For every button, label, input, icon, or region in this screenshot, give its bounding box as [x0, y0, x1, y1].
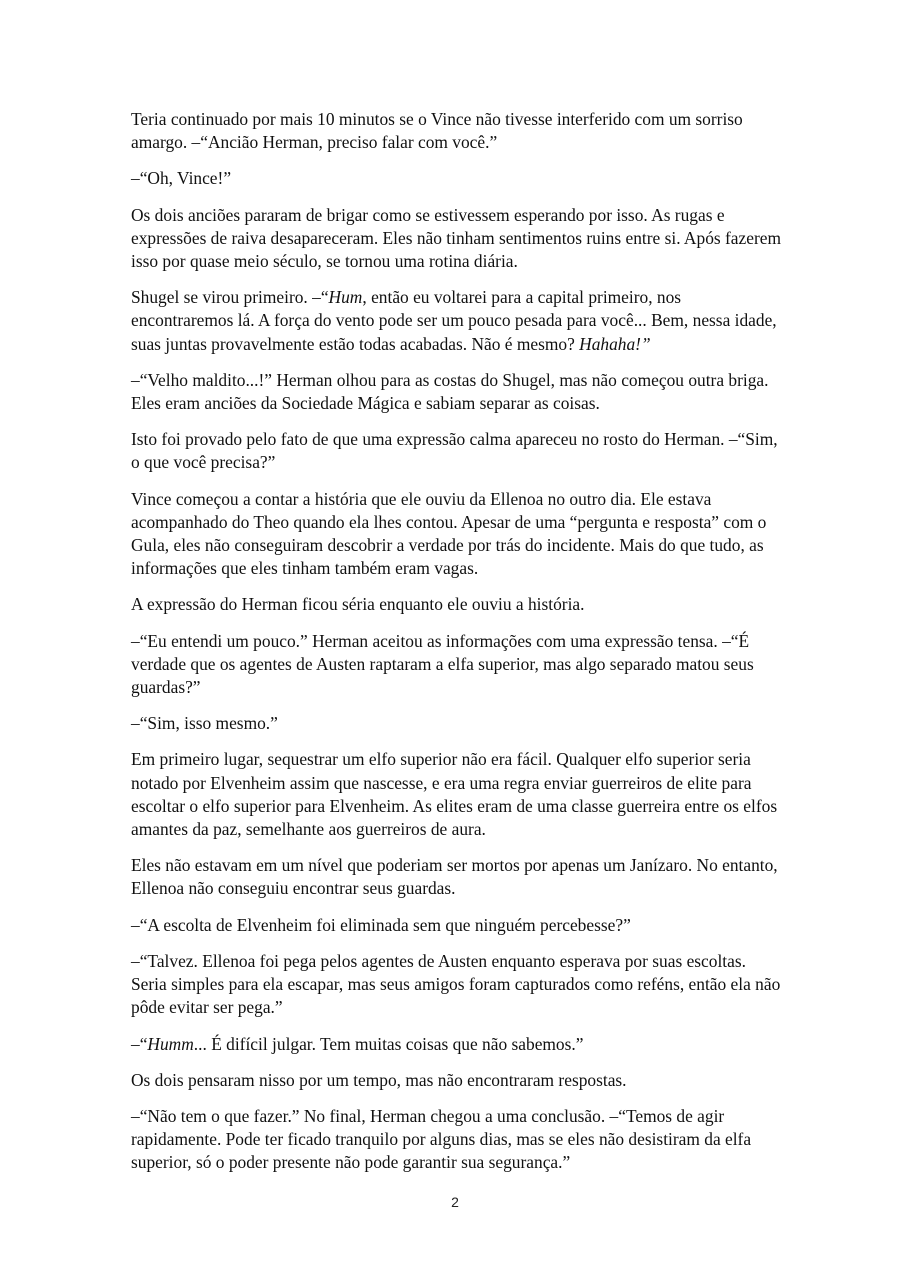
text-run: ... É difícil julgar. Tem muitas coisas que não sabemos.”	[193, 1033, 584, 1054]
page-body	[131, 108, 781, 1188]
text-run: , então eu voltarei para a capital primeiro, nos encontraremos lá. A força do vento pode ser um pouco pesada para você... Bem, nessa idade, suas juntas provavelmente estão todas acabadas. Não é mesmo?	[131, 287, 777, 354]
text-run: –“	[131, 1033, 148, 1054]
paragraph	[131, 108, 781, 154]
text-run: Vince começou a contar a história que ele ouviu da Ellenoa no outro dia. Ele estava acompanhado do Theo quando ela lhes contou. Apesar de uma “pergunta e resposta” com o Gula, eles não conseguiram descobrir a verdade por trás do incidente. Mais do que tudo, as informações que eles tinham também eram vagas.	[131, 488, 767, 579]
text-run: Os dois pensaram nisso por um tempo, mas não encontraram respostas.	[131, 1069, 627, 1090]
text-run: A expressão do Herman ficou séria enquanto ele ouviu a história.	[131, 594, 585, 615]
text-run: –“Eu entendi um pouco.” Herman aceitou as informações com uma expressão tensa. –“É verdade que os agentes de Austen raptaram a elfa superior, mas algo separado matou seus guardas?”	[131, 630, 754, 698]
paragraph	[131, 488, 781, 581]
paragraph	[131, 914, 781, 937]
text-run: –“Não tem o que fazer.” No final, Herman chegou a uma conclusão. –“Temos de agir rapidamente. Pode ter ficado tranquilo por alguns dias, mas se eles não desistiram da elfa superior, só o poder presente não pode garantir sua segurança.”	[131, 1105, 752, 1173]
text-run: –“Sim, isso mesmo.”	[131, 713, 278, 734]
paragraph	[131, 1069, 781, 1092]
paragraph	[131, 712, 781, 735]
paragraph	[131, 950, 781, 1020]
paragraph	[131, 369, 781, 415]
paragraph	[131, 1033, 781, 1056]
text-run: Isto foi provado pelo fato de que uma expressão calma apareceu no rosto do Herman. –“Sim, o que você precisa?”	[131, 429, 778, 473]
italic-text: Hahaha!”	[579, 333, 651, 354]
paragraph	[131, 593, 781, 616]
paragraph	[131, 286, 781, 356]
paragraph	[131, 748, 781, 841]
text-run: Em primeiro lugar, sequestrar um elfo superior não era fácil. Qualquer elfo superior seria notado por Elvenheim assim que nascesse, e era uma regra enviar guerreiros de elite para escoltar o elfo superior para Elvenheim. As elites eram de uma classe guerreira entre os elfos amantes da paz, semelhante aos guerreiros de aura.	[131, 749, 778, 840]
paragraph	[131, 630, 781, 700]
italic-text: Hum	[328, 287, 363, 308]
paragraph	[131, 204, 781, 274]
paragraph	[131, 854, 781, 900]
text-run: Eles não estavam em um nível que poderiam ser mortos por apenas um Janízaro. No entanto, Ellenoa não conseguiu encontrar seus guardas.	[131, 855, 778, 899]
text-run: Shugel se virou primeiro. –“	[131, 287, 329, 308]
paragraph	[131, 428, 781, 474]
paragraph	[131, 1105, 781, 1175]
text-run: –“Oh, Vince!”	[131, 168, 232, 189]
page-number: 2	[451, 1194, 459, 1210]
text-run: Os dois anciões pararam de brigar como se estivessem esperando por isso. As rugas e expressões de raiva desapareceram. Eles não tinham sentimentos ruins entre si. Após fazerem isso por quase meio século, se tornou uma rotina diária.	[131, 204, 781, 272]
paragraph	[131, 167, 781, 190]
text-run: –“A escolta de Elvenheim foi eliminada sem que ninguém percebesse?”	[131, 914, 631, 935]
text-run: –“Velho maldito...!” Herman olhou para as costas do Shugel, mas não começou outra briga. Eles eram anciões da Sociedade Mágica e sabiam separar as coisas.	[131, 369, 769, 414]
text-run: Teria continuado por mais 10 minutos se o Vince não tivesse interferido com um sorriso amargo. –“Ancião Herman, preciso falar com você.”	[131, 109, 743, 153]
text-run: –“Talvez. Ellenoa foi pega pelos agentes de Austen enquanto esperava por suas escoltas. Seria simples para ela escapar, mas seus amigos foram capturados como reféns, então ela não pôde evitar ser pega.”	[131, 950, 781, 1018]
italic-text: Humm	[147, 1033, 194, 1054]
